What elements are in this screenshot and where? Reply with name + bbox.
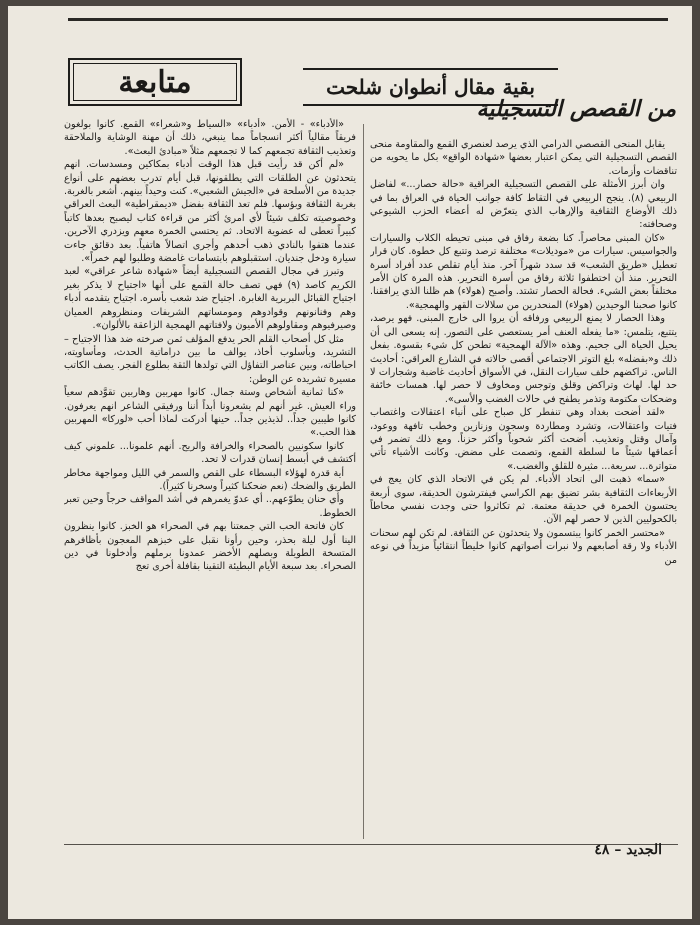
paragraph: «كنا ثمانية أشخاص وستة جمال. كانوا مهربين وهاربين تقوَّدهم سعياً وراء العيش. غير أنهم لم يشعرونا أبداً أننا ورفيقي الشاعر انهم يعرفون. كانوا طيبين جداً.. لذيذين جداً.. حينها أدركت لماذا أحب «لوركا» المهربين هذا الحب.»	[64, 387, 356, 439]
paragraph: «محتسر الخمر كانوا يبتسمون ولا يتحدثون عن الثقافة. لم تكن لهم سحنات الأدباء ولا رقة أصابعهم ولا نبرات أصواتهم كانوا خليطاً انتقائياً مزيداً في نوعه من	[370, 527, 677, 566]
section-title: من القصص التسجيلية	[476, 96, 676, 122]
paragraph: كانوا سكونيين بالصحراء والخرافة والريح. أنهم علمونا... علموني كيف أكتشف في أبسط إنسان قدرات لا تحد.	[64, 440, 356, 466]
section-masthead: متابعة	[68, 58, 242, 106]
paragraph: كان فاتحة الحب التي جمعتنا بهم في الصحراء هو الخبز. كانوا ينظرون الينا أول ليلة بحذر، وحين رأونا نقبل على خبزهم المعجون بأظافرهم المتسخة الطويلة وبصلهم الأخضر عمدونا برملهم وأدخلونا في دين الصحراء. بعد سبعة الأيام البطيئة التقينا بقافلة أخرى تعج	[64, 521, 356, 573]
paragraph: «لم أكن قد رأيت قبل هذا الوقت أدباء بمكاكين ومسدسات. انهم يتحدثون عن الطلقات التي يطلقونها، قبل أيام تدرب بعضهم على أنواع جديدة من الأسلحة في «الجيش الشعبي». كنت وحيداً بينهم. أشعر بالغربة. بغربة الثقافة وبؤسها. فلم تعد الثقافة بفضل «ديمقراطية» البعث العراقي وخصوصيته تكلف شيئاً لأي امرئ أكثر من قراءة كتاب ليصبح بعدها كاتباً كبيراً تعطى له عضوية الاتحاد. ثم يحتسي الخمرة معهم ويزدري الآخرين. عندما هتفوا بالنادي ذهب أحدهم وأجرى اتصالاً هاتفياً. بعد دقائق جاءت سيارة ودخل جنديان. استقبلوهم بابتسامات غامضة وطلبوا لهم خمراً».	[64, 159, 356, 265]
paragraph: وان أبرز الأمثلة على القصص التسجيلية العراقية «حالة حصار...» لفاضل الربيعي (٨). ينجح الربيعي في التقاط كافة جوانب الحياة في العراق بما في ذلك الأوضاع الثقافية والإرهاب الذي يتعرّض له أعضاء الحزب الشيوعي وصحافته:	[370, 179, 677, 231]
page-footer: الجديد – ٤٨	[594, 842, 662, 858]
paragraph: وأي حنان يطوّعهم.. أي عدوّ يغمرهم في أشد المواقف حرجاً وحين تعبر الخطوط.	[64, 494, 356, 519]
right-column	[370, 138, 677, 838]
paragraph: وتبرز في مجال القصص التسجيلية أيضاً «شهادة شاعر عراقي» لعبد الكريم كاصد (٩) فهي تصف حالة القمع على أنها «اجتياح لا يذكر بغير اجتياح القبائل البربرية الغابرة. اجتياح ضد شعب بأسره. اجتياح يتقدمه أدباء وهم وفنانونهم وقوادوهم ومومساتهم الشريفات ومنظروهم العميان وصيرفيوهم ومقاولوهم الأميون ولافتاتهم الهمجية الزاعقة بالألوان».	[64, 266, 356, 332]
paragraph: «لقد أضحت بغداد وهي تنفطر كل صباح على أنباء اعتقالات واغتصاب فتيات واعتقالات، وتشرد ومطاردة وسجون وزنازين وخطب تافهة ووعود، وآمال وقتل وتعذيب. أضحت أكثر شحوباً وأكثر حزناً. ومع ذلك تضمر في أعماقها شيئاً ما لسلطة القمع، وتصمت على مضض. وكانت الأشياء تأتي متواترة... سريعة... مثيرة للقلق والغضب.»	[370, 407, 677, 472]
top-rule	[68, 18, 668, 21]
paragraph: أية قدرة لهؤلاء البسطاء على القص والسمر في الليل ومواجهة مخاطر الطريق والضحك (نعم ضحكنا كثيراً وسخرنا كثيراً).	[64, 467, 356, 492]
magazine-page	[8, 6, 692, 919]
paragraph: وهذا الحصار لا يمنع الربيعي ورفاقه أن يروا الى خارج المبنى. فهو يرصد، يتتبع، يتلمس: «ما يفعله العنف أمر يستعصي على التصور. إنه يسعى الى أن يحيل الحياة الى جحيم. وهذه «الآلة الهمجية» تطحن كل شيء بقسوة. بفعل ذلك و«بفضله» بلغ التوتر الاجتماعي أقصى حالاته في الشارع العراقي: أحاديث الناس. تراكضهم خلف سيارات النقل، في الأسواق أحاديث غاضبة وشجارات لا حد لها. لهاث وتراكض وقلق وتوجس ومخاوف لا حصر لها. همسات خائفة وضحكات مكتومة وتذمر يطفح في حالات الغضب والأسى».	[370, 313, 677, 405]
paragraph: «الأدباء» - الأمن. «أدباء» «السياط و«شعراء» القمع. كانوا بولغون فريقاً مقالياً أكثر انسجاماً مما ينبغي، ذلك أن مهنة الوشاية والملاحقة وتعذيب الثقافة تجمعهم كما لا تجمعهم مثلاً «مبادئ البعث».	[64, 119, 356, 157]
paragraph: «كان المبنى محاصراً. كنا بضعة رفاق في مبنى تحيطه الكلاب والسيارات والجواسيس. سيارات من «موديلات» مختلفة ترصد وتتبع كل خطوة. كان قرار تعطيل «طريق الشعب» قد سدد شهراً آخر. منذ أيام تقلص عدد أفراد أسرة التحرير. منذ أن اختطفوا ثلاثة رفاق من أسرة التحرير. هذه المرة كان الأمر مختلفاً بعض الشيء. فحالة الحصار تشتد. وأصبح (هولاء) هم ظلنا الذي يرافقنا. كانوا صحبنا الوحيدين (هولاء) المنحدرين من سلالات القهر والهمجية».	[370, 232, 677, 311]
footer-rule	[64, 844, 678, 845]
article-headline: بقية مقال أنطوان شلحت	[303, 68, 558, 106]
paragraph: مثل كل أصحاب القلم الحر يدفع المؤلف ثمن صرخته ضد هذا الاجتياح – التشريد، وبأسلوب أخاذ، يوالف ما بين دراماتية الحدث، ومأساويته، احباطاته، وبين عناصر التفاؤل التي تولدها الثقة بطلوع الفجر. يصف الكاتب مسيرة تشريده عن الوطن:	[64, 333, 356, 385]
paragraph: يقابل المنحى القصصي الدرامي الذي يرصد لعنصري القمع والمقاومة منحى القصص التسجيلية التي يمكن اعتبار بعضها «شهادة الواقع» بكل ما يحويه من تناقضات وأزمات.	[370, 139, 677, 177]
left-column	[64, 118, 356, 838]
column-divider	[363, 124, 364, 839]
paragraph: «سما» ذهبت الى اتحاد الأدباء. لم يكن في الاتحاد الذي كان يعج في الأربعاءات الثقافية بشر تضيق بهم الكراسي فيفترشون الحديقة، سوى أربعة يحتسون الخمرة في حديقة معتمة. ثم تكاثروا حتى وجدت نفسي محاطاً بالكحوليين الذين لا حصر لهم الآن.	[370, 474, 677, 526]
